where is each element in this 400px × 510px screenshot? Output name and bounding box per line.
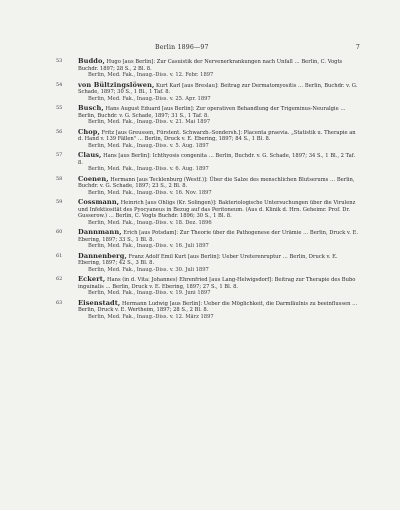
entry-title: Fritz [aus Greussen, Fürstent. Schwarzb.-Sondersh.]: Placenta praevia. „Statistik u. Therapie an d. Hand v. 139 Fällen" … Berlin, Druck v. E. Ebering, 1897; 84 S., 1 Bl. 8. bbox=[78, 129, 356, 142]
entry-title: Hans (in d. Vita: Johannes) Ehrenfried [aus Lang-Helwigsdorf]: Beitrag zur Therapie des Bubo inguinalis … Berlin, Druck v. E. Ebering, 1897; 27 S., 1 Bl. 8. bbox=[78, 277, 356, 290]
entry-author: Claus, bbox=[78, 151, 102, 159]
entry-title: Franz Adolf Emil Kurt [aus Berlin]: Ueber Ureterenruptur … Berlin, Druck v. E. Ebering, 1897; 42 S., 3 Bl. 8. bbox=[78, 253, 338, 266]
list-item bbox=[56, 80, 360, 103]
page-number: 7 bbox=[355, 44, 360, 51]
list-item bbox=[56, 251, 360, 274]
entry-list bbox=[56, 57, 360, 320]
list-item bbox=[56, 151, 360, 173]
running-head: Berlin 1896—97 bbox=[155, 44, 209, 51]
entry-number: 61 bbox=[56, 252, 63, 259]
entry-dissertation: Berlin, Med. Fak., Inaug.-Diss. v. 25. Apr. 1897 bbox=[88, 95, 211, 102]
list-item bbox=[56, 127, 360, 150]
entry-author: Dannenberg, bbox=[78, 251, 127, 260]
entry-number: 56 bbox=[56, 128, 63, 135]
entry-author: Chop, bbox=[78, 127, 100, 136]
entry-title: Erich [aus Potsdam]: Zur Theorie über die Pathogenese der Urämie … Berlin, Druck v. E. Ebering, 1897; 33 S., 1 Bl. 8. bbox=[78, 230, 358, 243]
entry-number: 55 bbox=[56, 105, 63, 111]
entry-number: 60 bbox=[56, 229, 63, 235]
entry-number: 53 bbox=[56, 58, 63, 64]
entry-dissertation: Berlin, Med. Fak., Inaug.-Diss. v. 5. Aug. 1897 bbox=[88, 142, 209, 149]
entry-title: Hermann Ludwig [aus Berlin]: Ueber die Möglichkeit, die Darmfäulnis zu beeinflussen … Berlin, Druck v. E. Wertheim, 1897; 28 S., 2 Bl. 8. bbox=[78, 300, 358, 313]
entry-title: Kurt Karl [aus Breslau]: Beitrag zur Dermatomyositis … Berlin, Buchdr. v. G. Schade, 1897; 30 S., 1 Bl., 1 Taf. 8. bbox=[78, 82, 358, 95]
entry-title: Hans August Eduard [aus Berlin]: Zur operativen Behandlung der Trigeminus-Neuralgie … Berlin, Buchdr. v. G. Schade, 1897; 31 S., 1 Taf. 8. bbox=[78, 106, 346, 119]
entry-author: Eckert, bbox=[78, 275, 106, 283]
list-item bbox=[56, 57, 360, 79]
entry-dissertation: Berlin, Med. Fak., Inaug.-Diss. v. 30. Juli 1897 bbox=[88, 266, 209, 273]
entry-number: 57 bbox=[56, 152, 63, 158]
entry-number: 63 bbox=[56, 299, 63, 306]
list-item bbox=[56, 104, 360, 126]
entry-author: von Bültzingslöwen, bbox=[78, 80, 155, 89]
page-header bbox=[60, 38, 360, 58]
list-item bbox=[56, 275, 360, 297]
entry-title: Heinrich [aus Ohligs (Kr. Solingen)]: Bakteriologische Untersuchungen über die Virulenz und Infektiosität des Pyocyaneus in Bezug auf das Peritoneum. (Aus d. Klinik d. Hrn. Geheimr. Prof. Dr. Gusserow.) … Berlin, C. Vogts Buchdr. 1896; 30 S., 1 Bl. 8. bbox=[78, 200, 356, 219]
entry-author: Buddo, bbox=[78, 57, 105, 65]
entry-dissertation: Berlin, Med. Fak., Inaug.-Diss. v. 21. Mai 1897 bbox=[88, 119, 211, 125]
entry-author: Cossmann, bbox=[78, 198, 120, 206]
entry-dissertation: Berlin, Med. Fak., Inaug.-Diss. v. 19. Juni 1897 bbox=[88, 290, 211, 296]
entry-dissertation: Berlin, Med. Fak., Inaug.-Diss. v. 6. Aug. 1897 bbox=[88, 166, 209, 172]
entry-author: Busch, bbox=[78, 104, 104, 112]
entry-dissertation: Berlin, Med. Fak., Inaug.-Diss. v. 16. Juli 1897 bbox=[88, 243, 209, 249]
list-item bbox=[56, 228, 360, 250]
entry-number: 58 bbox=[56, 175, 63, 182]
entry-dissertation: Berlin, Med. Fak., Inaug.-Diss. v. 16. Nov. 1897 bbox=[88, 189, 212, 196]
entry-dissertation: Berlin, Med. Fak., Inaug.-Diss. v. 12. Febr. 1897 bbox=[88, 72, 214, 78]
list-item bbox=[56, 174, 360, 197]
entry-number: 59 bbox=[56, 199, 63, 205]
entry-author: Coenen, bbox=[78, 174, 109, 183]
entry-title: Hermann [aus Tecklenburg (Westf.)]: Über die Salze des menschlichen Blutserums … Berlin, Buchdr. v. G. Schade, 1897; 23 S., 2 Bl. 8. bbox=[78, 176, 355, 189]
entry-author: Dannmann, bbox=[78, 228, 122, 236]
entry-dissertation: Berlin, Med. Fak., Inaug.-Diss. v. 12. März 1897 bbox=[88, 313, 214, 320]
entry-number: 54 bbox=[56, 81, 63, 88]
list-item bbox=[56, 298, 360, 321]
list-item bbox=[56, 198, 360, 226]
entry-title: Hans [aus Berlin]: Ichthyosis congenita … Berlin, Buchdr. v. G. Schade, 1897; 34 S., 1 Bl., 2 Taf. 8. bbox=[78, 153, 356, 166]
entry-title: Hugo [aus Berlin]: Zur Casuistik der Nervenerkrankungen nach Unfall … Berlin, C. Vogts Buchdr. 1897; 28 S., 2 Bl. 8. bbox=[78, 59, 343, 72]
entry-number: 62 bbox=[56, 276, 63, 282]
entry-author: Eisenstadt, bbox=[78, 298, 121, 307]
entry-dissertation: Berlin, Med. Fak., Inaug.-Diss. v. 18. Dez. 1896 bbox=[88, 219, 212, 226]
